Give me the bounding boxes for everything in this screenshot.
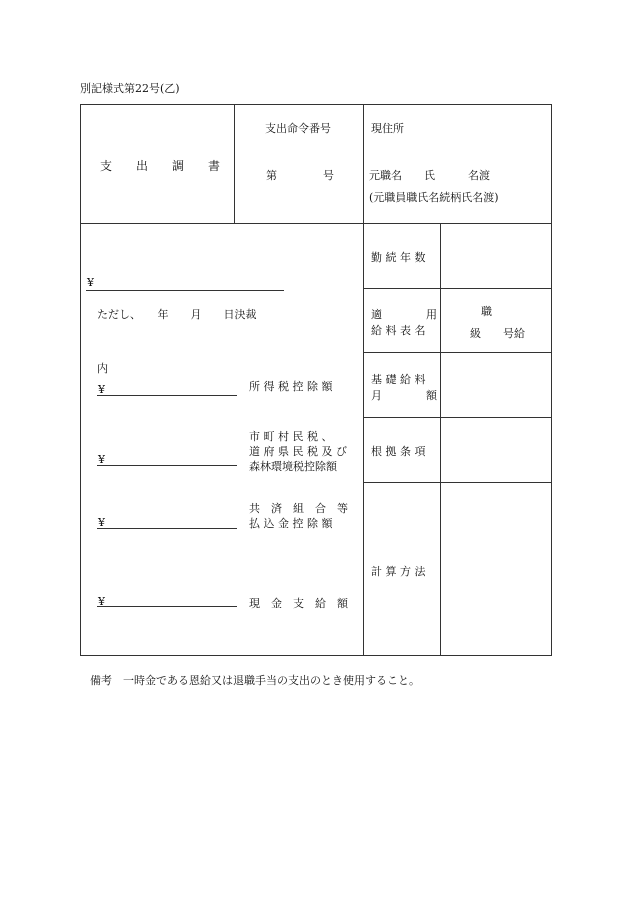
applied-table-label: 給 料 表 名	[371, 324, 426, 337]
deduction-label: 払 込 金 控 除 額	[249, 517, 333, 530]
post-grade-label: 級 号給	[470, 327, 525, 340]
deduction-yen: ¥	[98, 383, 105, 396]
payment-label: 現 金 支 給 額	[249, 597, 348, 610]
base-salary-label: 月 額	[371, 389, 437, 402]
remarks-note: 備考 一時金である恩給又は退職手当の支出のとき使用すること。	[90, 674, 420, 687]
order-dai: 第	[266, 169, 277, 182]
payment-yen: ¥	[98, 595, 105, 608]
decision-line: ただし、 年 月 日決裁	[97, 308, 257, 321]
former-post-note: (元職員職氏名続柄氏名渡)	[369, 191, 499, 204]
applied-table-label: 適 用	[371, 308, 437, 321]
deduction-label: 所 得 税 控 除 額	[249, 380, 333, 393]
deduction-line	[97, 381, 237, 396]
deduction-label: 道 府 県 民 税 及 び	[249, 445, 347, 458]
address-label: 現住所	[371, 122, 404, 135]
order-number-label: 支出命令番号	[265, 122, 331, 135]
calc-method-label: 計 算 方 法	[371, 565, 426, 578]
deduction-label: 市 町 村 民 税 、	[249, 430, 333, 443]
basis-clause-label: 根 拠 条 項	[371, 445, 426, 458]
order-gou: 号	[323, 169, 334, 182]
former-post-line: 元職名 氏 名渡	[369, 169, 490, 182]
base-salary-label: 基 礎 給 料	[371, 373, 426, 386]
deduction-line	[97, 451, 237, 466]
payment-line	[97, 592, 237, 607]
form-title: 別記様式第22号(乙)	[80, 82, 180, 95]
breakdown-label: 内	[97, 362, 108, 375]
deduction-yen: ¥	[98, 453, 105, 466]
deduction-yen: ¥	[98, 516, 105, 529]
deduction-label: 森林環境税控除額	[249, 460, 337, 473]
deduction-line	[97, 514, 237, 529]
yen-total: ¥	[87, 276, 94, 289]
document-title: 支 出 調 書	[100, 159, 227, 173]
total-amount-line	[86, 275, 284, 291]
years-of-service-label: 勤 続 年 数	[371, 251, 426, 264]
deduction-label: 共 済 組 合 等	[249, 502, 348, 515]
post-grade-label: 職	[481, 305, 492, 318]
